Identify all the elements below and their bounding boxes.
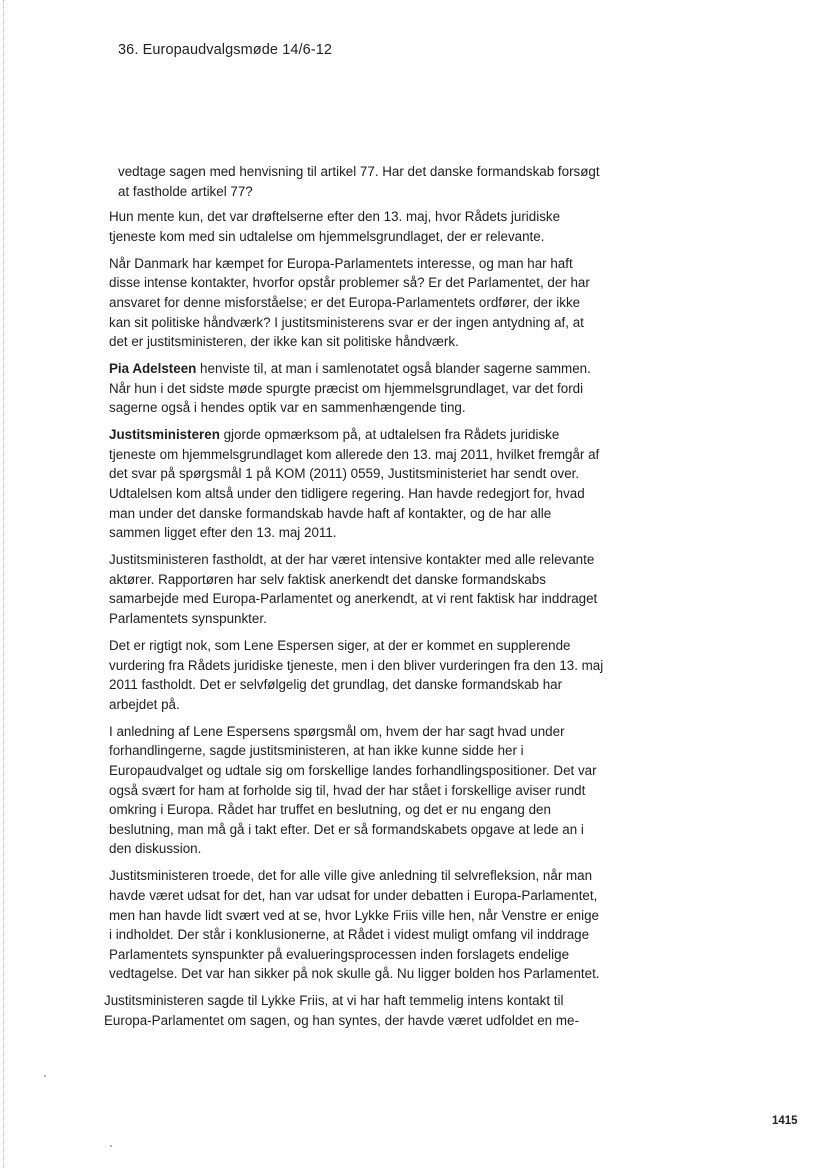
paragraph: vedtage sagen med henvisning til artikel 77. Har det danske formandskab forsøgt at fastholde artikel 77?: [118, 164, 600, 199]
speaker-name: Justitsministeren: [109, 427, 220, 443]
paragraph: Hun mente kun, det var drøftelserne efter den 13. maj, hvor Rådets juridiske tjeneste kom med sin udtalelse om hjemmelsgrundlaget, der er relevante.: [109, 209, 561, 244]
scan-speck: [44, 1075, 46, 1077]
paragraph: Når Danmark har kæmpet for Europa-Parlamentets interesse, og man har haft disse intense kontakter, hvorfor opstår problemer så? Er det Parlamentet, der har ansvaret for denne misforståelse; er det Europa-Parlamentets ordfører, der ikke kan sit politiske håndværk? I justitsministerens svar er der ingen antydning af, at det er justitsministeren, der ikke kan sit politiske håndværk.: [109, 255, 590, 350]
page-edge: [3, 0, 4, 1168]
body-text: [104, 162, 604, 1038]
speaker-name: Pia Adelsteen: [109, 361, 197, 377]
page-header: 36. Europaudvalgsmøde 14/6-12: [118, 42, 333, 58]
page-number: 1415: [772, 1115, 798, 1127]
paragraph: Pia Adelsteen henviste til, at man i samlenotatet også blander sagerne sammen. Når hun i det sidste møde spurgte præcist om hjemmelsgrundlaget, var det fordi sagerne også i hendes optik var en sammenhængende ting.: [109, 361, 591, 416]
paragraph: Det er rigtigt nok, som Lene Espersen siger, at der er kommet en supplerende vurdering fra Rådets juridiske tjeneste, men i den bliver vurderingen fra den 13. maj 2011 fastholdt. Det er selvfølgelig det grundlag, det danske formandskab har arbejdet på.: [109, 638, 604, 712]
paragraph: I anledning af Lene Espersens spørgsmål om, hvem der har sagt hvad under forhandlingerne, sagde justitsministeren, at han ikke kunne sidde her i Europaudvalget og udtale sig om forskellige landes forhandlingspositioner. Det var også svært for ham at forholde sig til, hvad der har stået i forskellige aviser rundt omkring i Europa. Rådet har truffet en beslutning, og det er nu engang den beslutning, man må gå i takt efter. Det er så formandskabets opgave at lede an i den diskussion.: [109, 723, 597, 857]
paragraph: Justitsministeren sagde til Lykke Friis, at vi har haft temmelig intens kontakt til Europa-Parlamentet om sagen, og han syntes, der havde været udfoldet en me-: [104, 993, 579, 1028]
paragraph: Justitsministeren fastholdt, at der har været intensive kontakter med alle relevante aktører. Rapportøren har selv faktisk anerkendt det danske formandskabs samarbejde med Europa-Parlamentet og anerkendt, at vi rent faktisk har inddraget Parlamentets synspunkter.: [109, 552, 598, 627]
paragraph: Justitsministeren troede, det for alle ville give anledning til selvrefleksion, når man havde været udsat for det, han var udsat for under debatten i Europa-Parlamentet, men han havde lidt svært ved at se, hvor Lykke Friis ville hen, når Venstre er enige i indholdet. Der står i konklusionerne, at Rådet i videst muligt omfang vil inddrage Parlamentets synspunkter på evalueringsprocessen inden forslagets endelige vedtagelse. Det var han sikker på nok skulle gå. Nu ligger bolden hos Parlamentet.: [109, 868, 600, 982]
scan-speck: [110, 1145, 112, 1147]
paragraph: Justitsministeren gjorde opmærksom på, at udtalelsen fra Rådets juridiske tjeneste om hjemmelsgrundlaget kom allerede den 13. maj 2011, hvilket fremgår af det svar på spørgsmål 1 på KOM (2011) 0559, Justitsministeriet har sendt over. Udtalelsen kom altså under den tidligere regering. Han havde redegjort for, hvad man under det danske formandskab havde haft af kontakter, og de har alle sammen ligget efter den 13. maj 2011.: [109, 427, 600, 541]
